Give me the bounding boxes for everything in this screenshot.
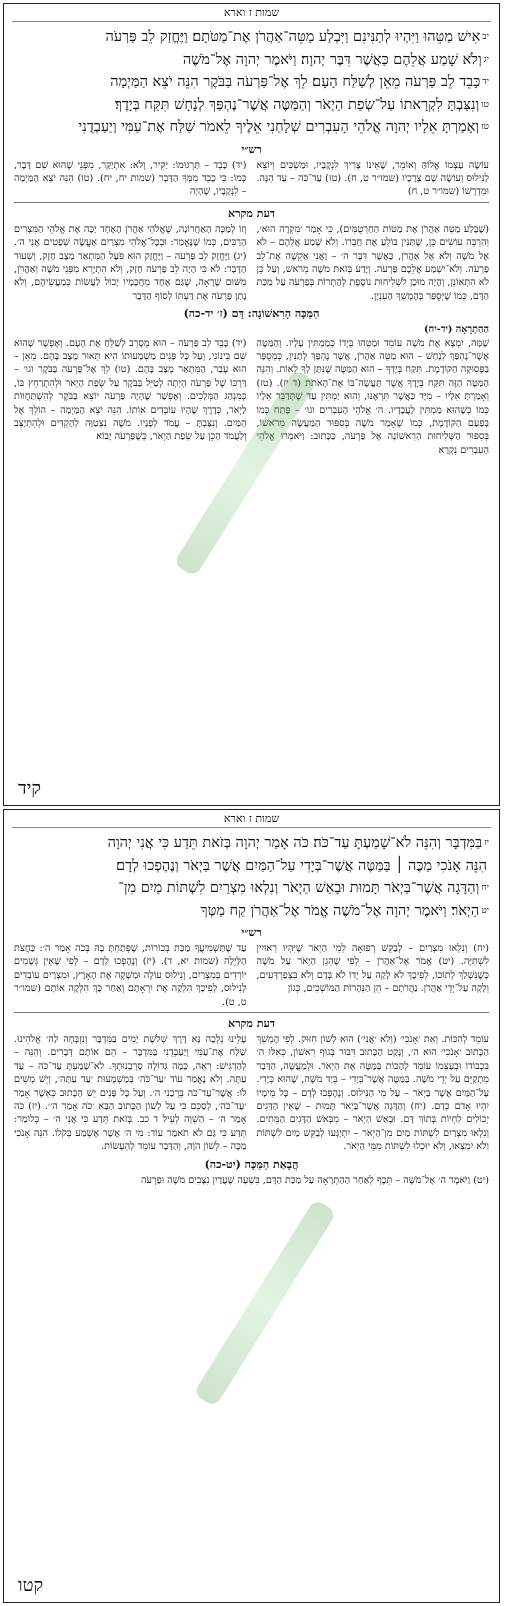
verse-text: הִנֵּה אָנֹכִי מַכֶּה ׀ בַּמַּטֶּה אֲשֶׁר־בְּיָדִי עַל־הַמַּיִם אֲשֶׁר בַּיְאֹר וְנֶהֶפְכוּ לְדָם׃: [116, 857, 487, 874]
verse-text: וְאָמַרְתָּ אֵלָיו יְהוָה אֱלֹהֵי הָעִבְרִים שְׁלָחַנִי אֵלֶיךָ לֵאמֹר שַׁלַּח אֶת־עַמִּי וְיַעַבְדֻנִי: [78, 119, 480, 135]
verse-line: [14, 877, 489, 900]
verse-number: טו: [481, 99, 489, 110]
rashi-column-right: עַד שֶׁתַּשְׁמִיעֲךָ מַכַּת בְּכוֹרוֹת, שֶׁפְּתַחְתָּ בָהּ בְּכֹה אָמַר ה׳: כַּחֲצֹת הַלַּיְלָה (שמות יא, ד). (יז) וְנֶהֶפְכוּ לְדָם – לְפִי שֶׁאֵין גְּשָׁמִים יוֹרְדִים בְּמִצְרַיִם, וְנִילוּס עוֹלֶה וּמַשְׁקֶה אֶת הָאָרֶץ, וּמִצְרַיִם עוֹבְדִים לְנִילוּס, לְפִיכָךְ הִלְקָה אֶת יִרְאָתָם וְאַחַר כָּךְ הִלְקָה אוֹתָם (שמו״ר ט, ט).: [14, 943, 247, 1008]
verse-text: בַּמִּדְבָּר וְהִנֵּה לֹא־שָׁמַעְתָּ עַד־כֹּה׃ כֹּה אָמַר יְהוָה בְּזֹאת תֵּדַע כִּי אֲנִי יְהוָה: [107, 835, 483, 851]
daat-mikra-title: דעת מקרא: [228, 206, 275, 220]
rashi-title: רש״י: [241, 142, 262, 156]
verse-text: אִישׁ מַטֵּהוּ וַיִּהְיוּ לְתַנִּינִם וַיִּבְלַע מַטֵּה־אַהֲרֹן אֶת־מַטֹּתָם׃ וַיֶּחֱזַק לֵב פַּרְעֹה: [105, 29, 481, 45]
verse-text: וְנִצַּבְתָּ לִקְרָאתוֹ עַל־שְׂפַת הַיְאֹר וְהַמַּטֶּה אֲשֶׁר־נֶהְפַּךְ לְנָחָשׁ תִּקַּח בְּיָדֶךָ׃: [114, 96, 480, 113]
verse-text: כָּבֵד לֵב פַּרְעֹה מֵאֵן לְשַׁלַּח הָעָם׃ לֵךְ אֶל־פַּרְעֹה בַּבֹּקֶר הִנֵּה יֹצֵא הַמַּיְמָה: [110, 74, 481, 90]
subsection-heading: הַהַתְרָאָה (יד-יח): [423, 324, 489, 336]
daat-column-right: וְזוֹ לְמַכָּה הָאַחֲרוֹנָה, שֶׁאֱלֹהֵי אַהֲרֹן הָאֶחָד יַכֶּה אֶת אֱלֹהֵי הַמִּצְרִים הָרַבִּים, כְּמוֹ שֶׁנֶּאֱמַר: וּבְכָל־אֱלֹהֵי מִצְרַיִם אֶעֱשֶׂה שְׁפָטִים אֲנִי ה׳. (יג) וַיֶּחֱזַק לֵב פַּרְעֹה – וַיֶּחֱזַק הוּא פֹּעַל הַמִּתְאַר מָצָב חָזָק, וְשִׁעוּר הַדָּבָר: לֹא כִּי הָיָה לֵב פַּרְעֹה חָזָק, וְלֹא הִתְיָרֵא מִפְּנֵי מֹשֶׁה וְאַהֲרֹן, מִשּׁוּם שֶׁרָאָה, שֶׁגַּם אֶחָד מֵחֲכָמָיו יָכוֹל לַעֲשׂוֹת כְּמַעֲשֵׂיהֶם, וְלֹא נָתַן פַּרְעֹה אֶת דַּעְתּוֹ לְסוֹף הַדָּבָר: [14, 223, 247, 302]
rashi-column-left: עוֹשֶׂה עַצְמוֹ אֱלוֹהַּ וְאוֹמֵר, שֶׁאֵינוֹ צָרִיךְ לִנְקָבָיו, וּמַשְׁכִּים וְיוֹצֵא לַנִּילוּס וְעוֹשֶׂה שָׁם צְרָכָיו (שמו״ר ט, ח). (טז) עַד־כֹּה – עַד הֵנָּה. וּמִדְרָשׁוֹ (שמו״ר ט, ח): [256, 159, 489, 198]
page-left: [3, 809, 500, 1603]
verse-text: וְהַדָּגָה אֲשֶׁר־בַּיְאֹר תָּמוּת וּבָאַשׁ הַיְאֹר וְנִלְאוּ מִצְרַיִם לִשְׁתּוֹת מַיִם מִן־: [118, 880, 480, 896]
verse-line: [14, 900, 489, 923]
verse-number: יד: [482, 77, 489, 87]
rashi-column-left: (יח) וְנִלְאוּ מִצְרַיִם – לְבַקֵּשׁ רְפוּאָה לְמֵי הַיְאֹר שֶׁיִּהְיוּ רְאוּיִין לִשְׁתִּיָּה. (יט) אֱמֹר אֶל־אַהֲרֹן – לְפִי שֶׁהֵגֵן הַיְאֹר עַל מֹשֶׁה כְּשֶׁנִּשְׁלַךְ לְתוֹכוֹ, לְפִיכָךְ לֹא לָקָה עַל יָדוֹ לֹא בְּדָם וְלֹא בִּצְפַרְדְּעִים, וְלָקָה עַל־יְדֵי אַהֲרֹן. נַהֲרֹתָם – הֵן הַנְּהָרוֹת הַמּוֹשְׁכִים, כְּגוֹן: [256, 943, 489, 995]
commentary-column-right: (יד) כָּבֵד לֵב פַּרְעֹה – הוּא מְסָרֵב לְשַׁלֵּחַ אֶת הָעָם. וְאֶפְשָׁר שֶׁהוּא שֵׁם בֵּינוֹנִי, וְעַל כָּל פָּנִים מַשְׁמָעוּתוֹ הִיא תֵּאוּר מָצָב בָּהֶם. מֵאֵן – הוּא עָבַר, הַמִּתְאַר מָצָב בָּהֶם. (טו) לֵךְ אֶל־פַּרְעֹה בַּבֹּקֶר וגו׳ – דַּרְכּוֹ שֶׁל פַּרְעֹה הָיְתָה לְטַיֵּל בַּבֹּקֶר עַל שְׂפַת הַיְאֹר וּלְהִתְרַחֵץ בּוֹ, כְּמִנְהַג הַמְּלָכִים. וְאֶפְשָׁר שֶׁהָיָה פַּרְעֹה יוֹצֵא בַּבֹּקֶר לְהִשְׁתַּחֲווֹת לַיְאֹר, כְּדֶרֶךְ שֶׁהָיוּ עוֹבְדִים אוֹתוֹ. הִנֵּה יֹצֵא הַמַּיְמָה – הוֹלֵךְ אֶל הַמַּיִם. וְנִצַּבְתָּ – עֲמֹד לְפָנָיו. מֹשֶׁה נִצְטַוָּה לְהַקְדִּים וּלְהִתְיַצֵּב וְלַעֲמֹד הָכֵן עַל שְׂפַת הַיְאֹר, כְּשֶׁפַּרְעֹה יָבוֹא: [14, 337, 247, 443]
verse-line: [14, 116, 489, 139]
rashi-columns: [14, 159, 489, 199]
section-heading: הֲבָאַת הַמַּכָּה (יט-כה): [204, 1157, 299, 1171]
verse-number: טז: [481, 122, 489, 132]
verse-number: יב: [482, 32, 489, 42]
daat-mikra-title: דעת מקרא: [228, 1017, 275, 1031]
page-number: קטו: [18, 1575, 44, 1596]
verse-number: יח: [481, 883, 489, 893]
torah-text: [14, 832, 489, 922]
commentary-line: (יט) וַיֹּאמֶר ה׳ אֶל־מֹשֶׁה – תֵּכֶף לְאַחַר הַהַתְרָאָה עַל מַכַּת הַדָּם, בִּשְׁעָה שֶׁעֲדַיִן נִצָּבִים מֹשֶׁה וּפַרְעֹה: [140, 1174, 489, 1186]
verse-text: הַיְאֹר׃ וַיֹּאמֶר יְהוָה אֶל־מֹשֶׁה אֱמֹר אֶל־אַהֲרֹן קַח מַטְּךָ: [200, 902, 480, 919]
verse-number: יז: [484, 838, 489, 848]
page-header: שמות ז וארא: [12, 810, 491, 828]
daat-column-left: עוֹמֵד לְהִכּוֹת. וְאֵת ׳אָנֹכִי׳ (וְלֹא ׳אֲנִי׳) הוּא לְשׁוֹן חִזּוּק. לְפִי הֶמְשֵׁךְ הַכָּתוּב ׳אָנֹכִי׳ הוּא ה׳, וְנָקַט הַכָּתוּב דִּבּוּר בְּגוּף רִאשׁוֹן, כְּאִלּוּ ה׳ בִּכְבוֹדוֹ וּבְעַצְמוֹ עוֹמֵד לְהַכּוֹת בַּמַּטֶּה אֶת הַיְאֹר. וּלְמַעֲשֶׂה, הַדָּבָר מִתְקַיֵּם עַל יְדֵי מֹשֶׁה. בַּמַּטֶּה אֲשֶׁר־בְּיָדִי – בְּיַד מֹשֶׁה, שֶׁהוּא כְּיָדִי. עַל־הַמַּיִם אֲשֶׁר בַּיְאֹר – עַל מֵי הַנִּילוּס. וְנֶהֶפְכוּ לְדָם – כָּל מֵימָיו יִהְיוּ אָדֹם כְּדָם. (יח) וְהַדָּגָה אֲשֶׁר־בַּיְאֹר תָּמוּת – שֶׁאֵין הַדָּגִים יְכוֹלִים לִחְיוֹת בְּתוֹךְ דָּם. וּבָאַשׁ הַיְאֹר – מִבְּאֹשׁ הַדָּגִים הַמֵּתִים. וְנִלְאוּ מִצְרַיִם לִשְׁתּוֹת מַיִם מִן־הַיְאֹר – יִתְיַגְּעוּ לְבַקֵּשׁ מַיִם לִשְׁתּוֹת וְלֹא יִמְצְאוּ, וְלֹא יוּכְלוּ לִשְׁתּוֹת מִמֵּי הַיְאֹר.: [256, 1034, 489, 1153]
commentary-column-left: שָׁמָּה, יִמְצָא אֶת מֹשֶׁה עוֹמֵד וּמַטֵּהוּ בְּיָדוֹ כְּמַמְתִּין עָלָיו. וְהַמַּטֶּה אֲשֶׁר־נֶהְפַּךְ לְנָחָשׁ – הוּא מַטֵּה אַהֲרֹן, אֲשֶׁר נֶהְפַּךְ לְתַנִּין, כְּמְסֻפָּר בַּפְּסוּקָה הַקּוֹדֶמֶת. תִּקַּח בְּיָדְךָ – הוּא הַמַּטֶּה שֶׁנִּתַּן לְךָ לְאוֹת. וְהִנֵּה הַמַּטֶּה הַזֶּה תִּקַּח בְּיָדֶךָ אֲשֶׁר תַּעֲשֶׂה־בּוֹ אֶת־הָאֹתֹת (ד יז). (טז) וְאָמַרְתָּ אֵלָיו – מִיָּד כַּאֲשֶׁר תִּרְאֶנּוּ, וְהוּא יַמְתִּין עַד שֶׁתְּדַבֵּר אֵלָיו כְּמוֹ כְּשֶׁהוּא מַמְתִּין לַעֲבָדָיו. ה׳ אֱלֹהֵי הָעִבְרִים וגו׳ – פָּתַח כְּמוֹ בְּפַעַם הַקּוֹדֶמֶת, כְּמוֹ שֶׁאָמַר מֹשֶׁה בְּסִפּוּר הַמַּעֲשֶׂה מֵרֹאשׁוֹ, בְּסִפּוּר הַשְּׁלִיחוּת הָרִאשׁוֹנָה אֶל פַּרְעֹה, כַּכָּתוּב: וַיֹּאמְרוּ אֱלֹהֵי הָעִבְרִים נִקְרָא: [256, 337, 489, 456]
rashi-column-right: (יד) כָּבֵד – תַּרְגּוּמוֹ: יַקִּיר, וְלֹא: אִתְיַקַּר, מִפְּנֵי שֶׁהוּא שֵׁם דָּבָר, כְּמוֹ: כִּי כָבֵד מִמְּךָ הַדָּבָר (שמות יח, יח). (טו) הִנֵּה יֹצֵא הַמַּיְמָה – לִנְקָבָיו, שֶׁהָיָה: [14, 159, 247, 198]
divider: [14, 1012, 489, 1013]
verse-line: [14, 832, 489, 855]
verse-line: [14, 855, 489, 878]
page-number: קיד: [18, 778, 42, 799]
daat-column-right: עָלֵינוּ נֵלְכָה נָּא דֶּרֶךְ שְׁלֹשֶׁת יָמִים בַּמִּדְבָּר וְנִזְבְּחָה לַה׳ אֱלֹהֵינוּ. שַׁלַּח אֶת־עַמִּי וְיַעַבְדֻנִי בַּמִּדְבָּר – הֵם אוֹתָם דְּבָרִים. וְהִנֵּה – לְהַדְגִּישׁ: רְאֵה, כָּמָה גְּדוֹלָה סָרְבָנוּתְךָ. לֹא־שָׁמַעְתָּ עַד־כֹּה – עַד עַתָּה. וְלֹא נֶאֱמַר עוֹד ׳עַד־כֹּה׳ בְּמַשְׁמָעוּת ׳עַד עַתָּה׳, וְיֵשׁ מְשִׁים לֹו: אֲשֶׁר־עַד־כֹּה בֵּרְכַנִי ה׳. וְעַל כָּל פָּנִים יֵשׁ הַכָּתוּב כְּאֵשֶׁר אָמַר ׳עַד־כֹּה׳, לְסַכֵּם כִּי עַל לְשׁוֹן הַכָּתוּב הַבָּא ׳כֹּה אָמַר ה׳׳. (יז) כֹּה אָמַר ה׳ – הַשְׁוֵה לְעֵיל ד כב. בְּזֹאת תֵּדַע כִּי אֲנִי ה׳ – כְּלוֹמַר: תֵּדַע כִּי גַּם לֹא תֹאמַר עוֹד: מִי ה׳ אֲשֶׁר אֶשְׁמַע בְּקֹלוֹ. הִנֵּה אָנֹכִי מַכֶּה – לְשׁוֹן הֹוֶה, וְהַדָּבָר עוֹמֵד לְהֵעָשׂוֹת.: [14, 1034, 247, 1153]
page-right: [3, 3, 500, 806]
verse-text: וְלֹא שָׁמַע אֲלֵהֶם כַּאֲשֶׁר דִּבֶּר יְהוָה׃ וַיֹּאמֶר יְהוָה אֶל־מֹשֶׁה: [182, 51, 482, 68]
verse-line: [14, 26, 489, 49]
daat-columns: [14, 1033, 489, 1154]
verse-line: [14, 71, 489, 94]
page-header: שמות ז וארא: [12, 4, 491, 22]
torah-text: [14, 26, 489, 139]
verse-line: [14, 94, 489, 117]
daat-column-left: (שֶׁבָּלַע מַטֵּה אַהֲרֹן אֶת מַטּוֹת הַחַרְטֻמִּים), כִּי אָמַר ׳מִקְרֶה הוּא׳, וְהַרְבֵּה עוֹשִׂים כֵּן, שֶׁתַּנִּין בּוֹלֵעַ אֶת חֲבֵרוֹ. וְלֹא שָׁמַע אֲלֵהֶם – לֹא אֶל מֹשֶׁה וְלֹא אֶל אַהֲרֹן, כַּאֲשֶׁר דִּבֶּר ה׳ – וַאֲנִי אַקְשֶׁה אֶת־לֵב פַּרְעֹה. וְלֹא־יִשְׁמַע אֲלֵכֶם פַּרְעֹה. וְיָדַע בְּזֹאת מֹשֶׁה מֵרֹאשׁ, וְעַל כֵּן לֹא הִתְאוֹנֵן, וְהָיָה מוּכָן לִשְׁלִיחוּת נוֹסֶפֶת לְהַתְרוֹת בְּפַרְעֹה עַל מַכַּת הַדָּם, כְּמוֹ שֶׁיְּסֻפַּר בְּהֶמְשֵׁךְ הָעִנְיָן.: [256, 223, 489, 302]
daat-columns: [14, 223, 489, 303]
divider: [14, 202, 489, 203]
rashi-title: רש״י: [241, 926, 262, 939]
section-heading: הַמַּכָּה הָרִאשׁוֹנָה: דָּם (ז׳ יד-כה): [183, 307, 320, 321]
verse-line: [14, 49, 489, 72]
verse-number: יג: [483, 54, 489, 65]
rashi-columns: [14, 942, 489, 1009]
verse-number: יט: [481, 905, 489, 916]
